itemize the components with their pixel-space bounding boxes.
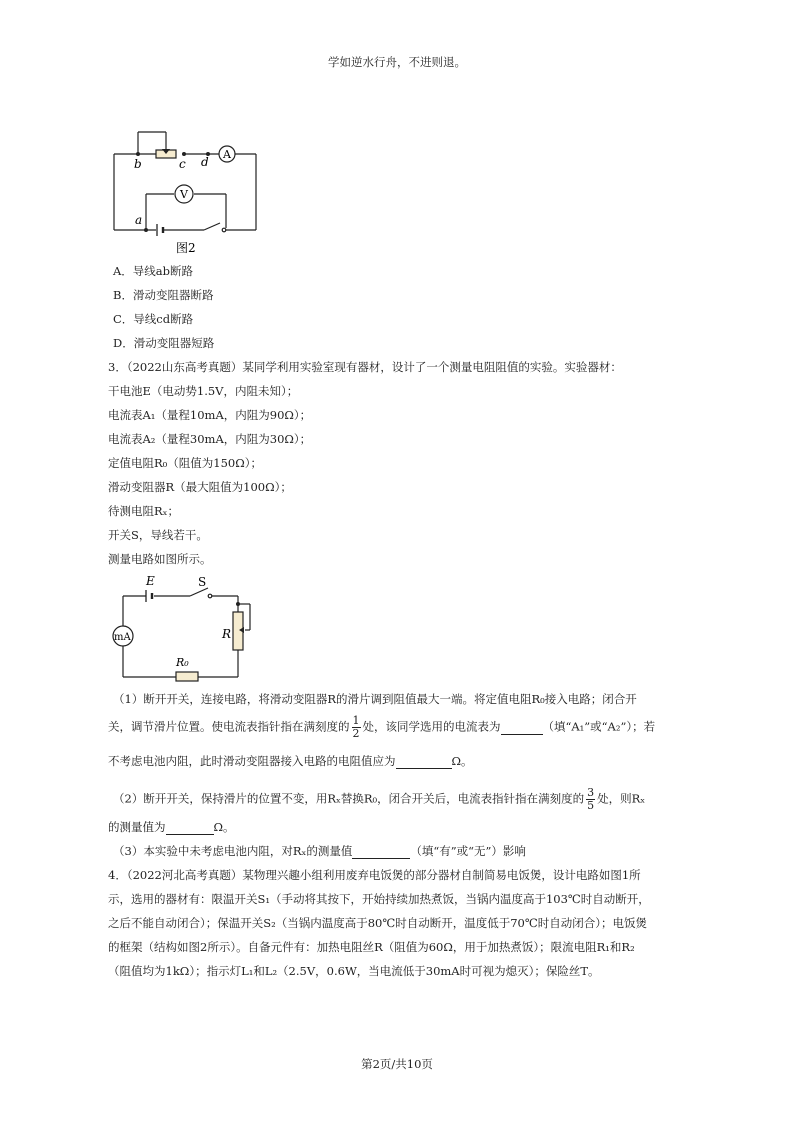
q3-item-r0: 定值电阻R₀（阻值为150Ω）； (108, 456, 263, 470)
fraction-one-half: $\frac{1}{2}$ (352, 714, 360, 740)
label-a: a (135, 213, 143, 227)
q3-part1-line3: 不考虑电池内阻，此时滑动变阻器接入电路的电阻值应为 Ω。 (108, 754, 473, 768)
q3-item-a1: 电流表A₁（量程10mA，内阻为90Ω）； (108, 408, 312, 422)
label-b: b (134, 157, 142, 171)
q3-item-circuit: 测量电路如图所示。 (108, 552, 212, 566)
option-a: A．导线ab断路 (113, 264, 194, 278)
q3-part1-line1: （1）断开开关，连接电路，将滑动变阻器R的滑片调到阻值最大一端。将定值电阻R₀接入电路；闭合开 (113, 692, 637, 706)
ammeter-label: A (223, 148, 231, 161)
rheostat-label-r: R (222, 627, 232, 641)
q4-line4: 的框架（结构如图2所示）。自备元件有：加热电阻丝R（阻值为60Ω，用于加热煮饭）；限流电阻R₁和R₂ (108, 940, 635, 954)
q3-intro: 3．（2022山东高考真题）某同学利用实验室现有器材，设计了一个测量电阻阻值的实验。实验器材： (108, 360, 622, 374)
q3-part3: （3）本实验中未考虑电池内阻，对Rₓ的测量值 （填“有”或“无”）影响 (113, 844, 526, 858)
option-b: B．滑动变阻器断路 (113, 288, 214, 302)
q4-line1: 4．（2022河北高考真题）某物理兴趣小组利用废弃电饭煲的部分器材自制简易电饭煲，设计电路如图1所 (108, 868, 641, 882)
q3-item-rheostat: 滑动变阻器R（最大阻值为100Ω）； (108, 480, 292, 494)
figure-2-caption: 图2 (176, 241, 196, 255)
voltmeter-label: V (180, 188, 188, 201)
q3-circuit (108, 572, 256, 684)
q3-item-switch: 开关S，导线若干。 (108, 528, 208, 542)
answer-blank-effect[interactable] (352, 844, 410, 859)
q3-part2-line1: （2）断开开关，保持滑片的位置不变，用Rₓ替换R₀，闭合开关后，电流表指针指在满刻度的 $\frac{3}{5}$ 处，则Rₓ (113, 786, 646, 812)
option-c: C．导线cd断路 (113, 312, 194, 326)
q4-line2: 示，选用的器材有：限温开关S₁（手动将其按下，开始持续加热煮饭，当锅内温度高于103℃时自动断开， (108, 892, 650, 906)
figure-2-circuit (108, 124, 268, 256)
q3-part2-line2: 的测量值为 Ω。 (108, 820, 235, 834)
label-d: d (201, 155, 209, 169)
q3-part1-line2: 关，调节滑片位置。使电流表指针指在满刻度的 $\frac{1}{2}$ 处，该同学选用的电流表为 （填“A₁”或“A₂”）；若 (108, 714, 656, 740)
answer-blank-ammeter[interactable] (501, 720, 543, 735)
q4-line5: （阻值均为1kΩ）；指示灯L₁和L₂（2.5V，0.6W，当电流低于30mA时可视为熄灭）；保险丝T。 (108, 964, 600, 978)
option-d: D．滑动变阻器短路 (113, 336, 215, 350)
q3-item-battery: 干电池E（电动势1.5V，内阻未知）； (108, 384, 299, 398)
switch-label-s: S (198, 575, 207, 589)
q4-line3: 之后不能自动闭合）；保温开关S₂（当锅内温度高于80℃时自动断开，温度低于70℃时自动闭合）；电饭煲 (108, 916, 647, 930)
q3-item-rx: 待测电阻Rₓ； (108, 504, 180, 518)
page-footer: 第2页/共10页 (361, 1057, 433, 1071)
milliammeter-label: mA (114, 632, 131, 643)
q3-item-a2: 电流表A₂（量程30mA，内阻为30Ω）； (108, 432, 312, 446)
answer-blank-resistance[interactable] (396, 754, 452, 769)
answer-blank-rx[interactable] (166, 820, 214, 835)
label-c: c (179, 157, 186, 171)
battery-label-e: E (146, 574, 155, 588)
page-header: 学如逆水行舟，不进则退。 (328, 55, 466, 69)
fraction-three-fifths: $\frac{3}{5}$ (587, 786, 595, 812)
resistor-label-r0: R₀ (176, 656, 189, 669)
